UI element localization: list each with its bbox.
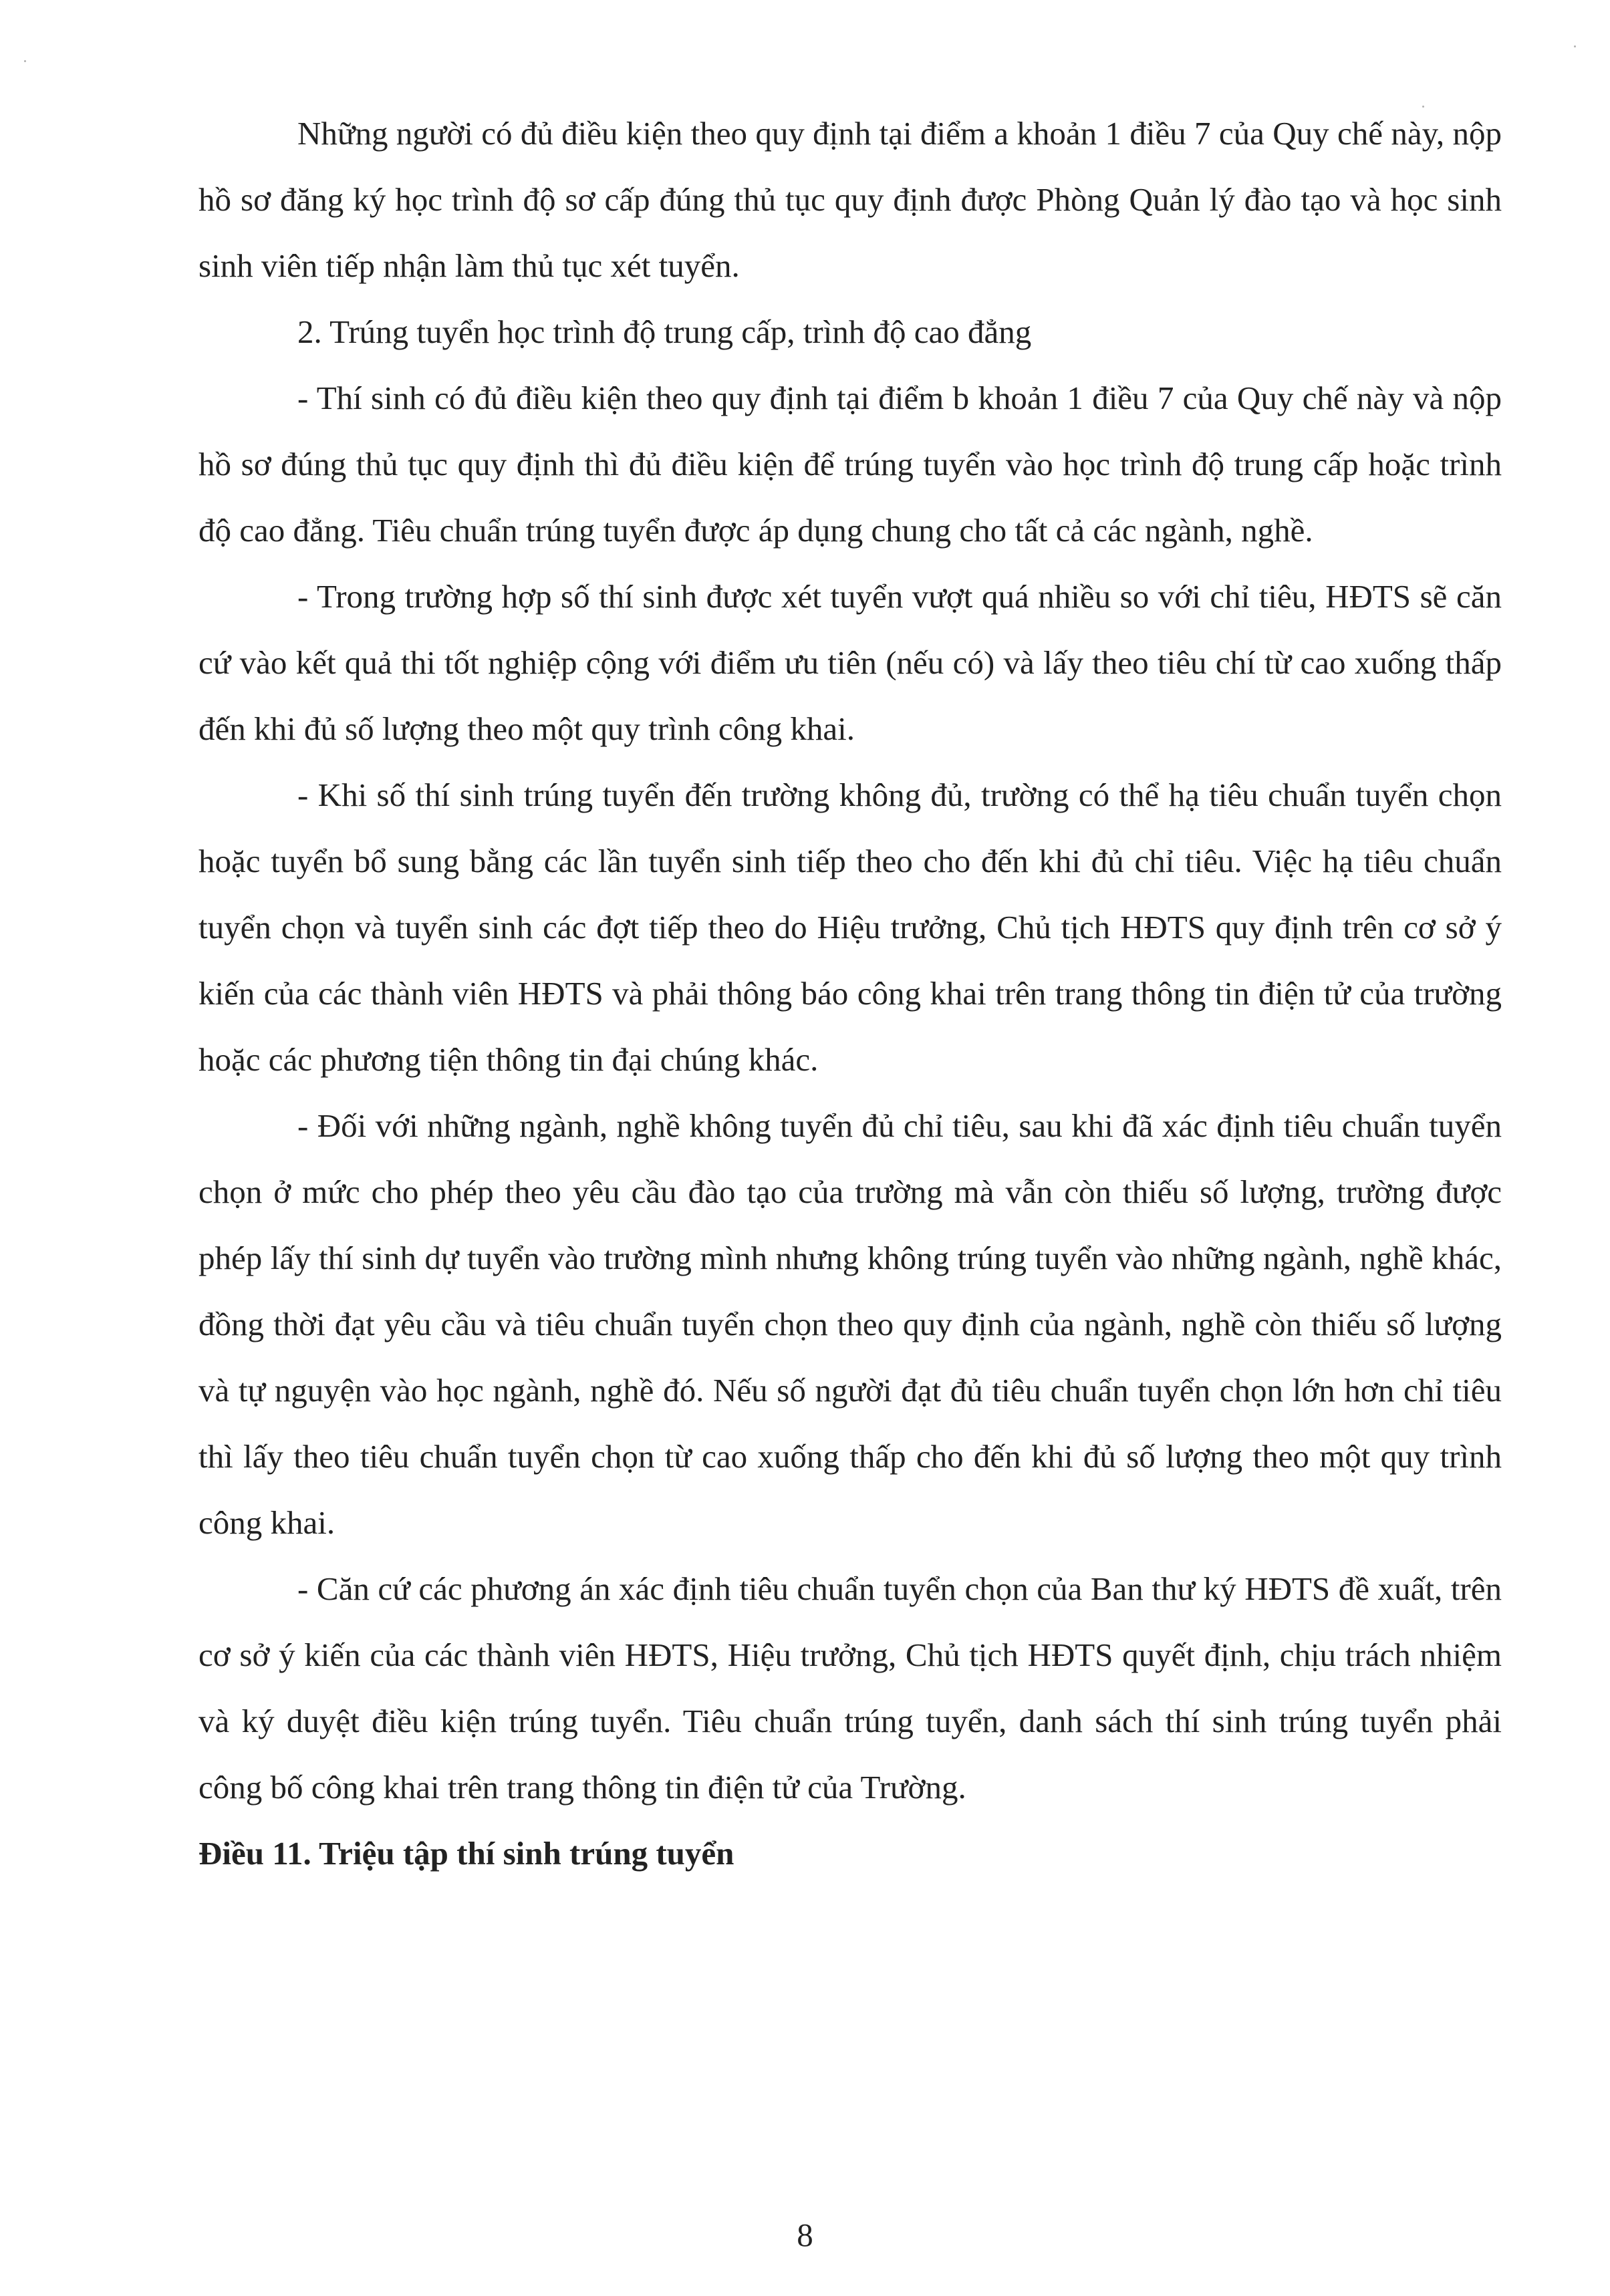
page-number: 8	[797, 2216, 813, 2253]
paragraph-excess-candidates: - Trong trường hợp số thí sinh được xét tuyển vượt quá nhiều so với chỉ tiêu, HĐTS sẽ căn cứ vào kết quả thi tốt nghiệp cộng với điểm ưu tiên (nếu có) và lấy theo tiêu chí từ cao xuống thấp đến khi đủ số lượng theo một quy trình công khai.	[198, 578, 1502, 747]
paragraph-eligibility-elementary: Những người có đủ điều kiện theo quy định tại điểm a khoản 1 điều 7 của Quy chế này, nộp hồ sơ đăng ký học trình độ sơ cấp đúng thủ tục quy định được Phòng Quản lý đào tạo và học sinh sinh viên tiếp nhận làm thủ tục xét tuyển.	[198, 115, 1502, 284]
scan-speck	[1422, 106, 1424, 108]
paragraph-insufficient-candidates: - Khi số thí sinh trúng tuyển đến trường không đủ, trường có thể hạ tiêu chuẩn tuyển chọn hoặc tuyển bổ sung bằng các lần tuyển sinh tiếp theo cho đến khi đủ chỉ tiêu. Việc hạ tiêu chuẩn tuyển chọn và tuyển sinh các đợt tiếp theo do Hiệu trưởng, Chủ tịch HĐTS quy định trên cơ sở ý kiến của các thành viên HĐTS và phải thông báo công khai trên trang thông tin điện tử của trường hoặc các phương tiện thông tin đại chúng khác.	[198, 776, 1502, 1078]
paragraph-approval: - Căn cứ các phương án xác định tiêu chuẩn tuyển chọn của Ban thư ký HĐTS đề xuất, trên cơ sở ý kiến của các thành viên HĐTS, Hiệu trưởng, Chủ tịch HĐTS quyết định, chịu trách nhiệm và ký duyệt điều kiện trúng tuyển. Tiêu chuẩn trúng tuyển, danh sách thí sinh trúng tuyển phải công bố công khai trên trang thông tin điện tử của Trường.	[198, 1570, 1502, 1806]
section-2-title: 2. Trúng tuyển học trình độ trung cấp, trình độ cao đẳng	[297, 313, 1032, 350]
paragraph-unfilled-quota: - Đối với những ngành, nghề không tuyển đủ chỉ tiêu, sau khi đã xác định tiêu chuẩn tuyển chọn ở mức cho phép theo yêu cầu đào tạo của trường mà vẫn còn thiếu số lượng, trường được phép lấy thí sinh dự tuyển vào trường mình nhưng không trúng tuyển vào những ngành, nghề khác, đồng thời đạt yêu cầu và tiêu chuẩn tuyển chọn theo quy định của ngành, nghề còn thiếu số lượng và tự nguyện vào học ngành, nghề đó. Nếu số người đạt đủ tiêu chuẩn tuyển chọn lớn hơn chỉ tiêu thì lấy theo tiêu chuẩn tuyển chọn từ cao xuống thấp cho đến khi đủ số lượng theo một quy trình công khai.	[198, 1107, 1502, 1541]
scan-speck	[1574, 45, 1576, 47]
document-page	[198, 100, 1502, 1886]
scan-speck	[24, 60, 26, 62]
paragraph-eligibility-intermediate: - Thí sinh có đủ điều kiện theo quy định tại điểm b khoản 1 điều 7 của Quy chế này và nộp hồ sơ đúng thủ tục quy định thì đủ điều kiện để trúng tuyển vào học trình độ trung cấp hoặc trình độ cao đẳng. Tiêu chuẩn trúng tuyển được áp dụng chung cho tất cả các ngành, nghề.	[198, 380, 1502, 549]
article-11-heading: Điều 11. Triệu tập thí sinh trúng tuyển	[198, 1835, 734, 1872]
